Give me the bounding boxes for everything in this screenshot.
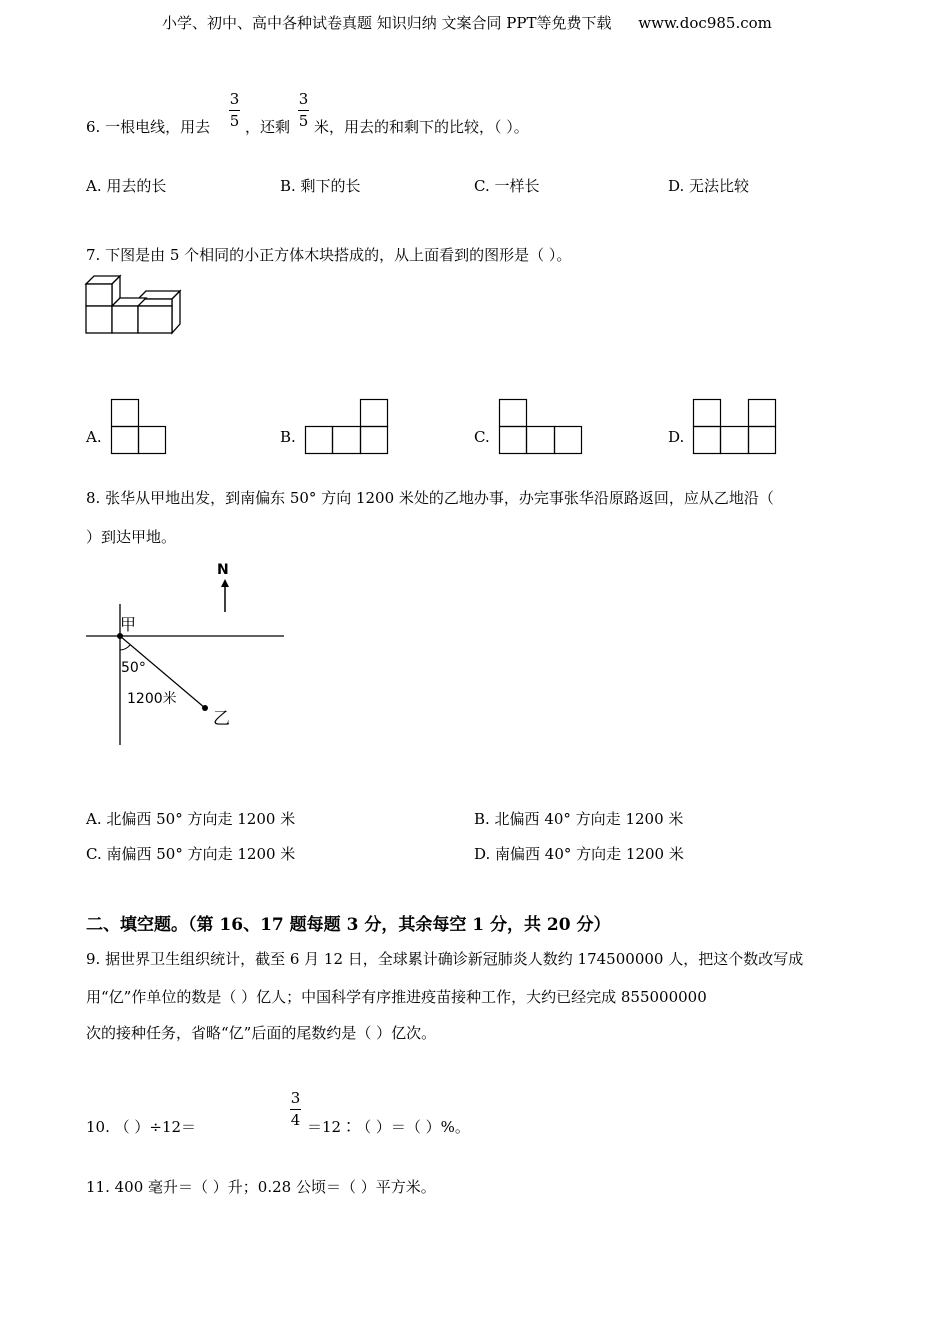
q6-option-a[interactable]: A. 用去的长 (86, 177, 167, 195)
q7-option-b-figure[interactable] (305, 399, 389, 455)
q9-line2: 用“亿”作单位的数是（ ）亿人；中国科学有序推进疫苗接种工作，大约已经完成 855000000 (86, 988, 707, 1006)
dest-label: 乙 (213, 709, 230, 729)
q8-option-c[interactable]: C. 南偏西 50° 方向走 1200 米 (86, 845, 296, 863)
q6-frac2-den: 5 (298, 112, 309, 130)
q7-option-a-label[interactable]: A. (86, 428, 102, 446)
q6-prefix: 6. 一根电线，用去 (86, 118, 211, 136)
header-site: www.doc985.com (638, 14, 772, 32)
distance-label: 1200米 (127, 691, 177, 707)
fraction-bar (290, 1109, 301, 1110)
q6-option-c[interactable]: C. 一样长 (474, 177, 540, 195)
q10-frac-den: 4 (290, 1111, 301, 1129)
q6-suffix: 米，用去的和剩下的比较，（ ）。 (314, 118, 529, 136)
q6-frac1-num: 3 (229, 90, 240, 108)
q10-fraction (290, 1091, 301, 1128)
q8-option-b[interactable]: B. 北偏西 40° 方向走 1200 米 (474, 810, 684, 828)
q6-frac1-den: 5 (229, 112, 240, 130)
q8-direction-diagram (86, 560, 296, 750)
fraction-bar (229, 110, 240, 111)
q6-frac2-num: 3 (298, 90, 309, 108)
q6-fraction-1 (229, 92, 240, 129)
q7-cube-figure (86, 276, 186, 336)
q7-option-d-label[interactable]: D. (668, 428, 685, 446)
q10-suffix: ＝12∶（ ）＝（ ）%。 (307, 1118, 470, 1136)
q9-line3: 次的接种任务，省略“亿”后面的尾数约是（ ）亿次。 (86, 1024, 437, 1042)
q7-text: 7. 下图是由 5 个相同的小正方体木块搭成的，从上面看到的图形是（ ）。 (86, 246, 572, 264)
q10-frac-num: 3 (290, 1089, 301, 1107)
q6-fraction-2 (298, 92, 309, 129)
angle-arc (120, 645, 130, 650)
q10-prefix: 10. （ ）÷12＝ (86, 1118, 197, 1136)
angle-label: 50° (121, 660, 146, 676)
q6-mid: ，还剩 (245, 118, 291, 136)
q8-option-a[interactable]: A. 北偏西 50° 方向走 1200 米 (86, 810, 296, 828)
q8-option-d[interactable]: D. 南偏西 40° 方向走 1200 米 (474, 845, 684, 863)
q6-option-b[interactable]: B. 剩下的长 (280, 177, 361, 195)
q8-line1: 8. 张华从甲地出发，到南偏东 50° 方向 1200 米处的乙地办事，办完事张华沿原路返回，应从乙地沿（ (86, 489, 774, 507)
q9-line1: 9. 据世界卫生组织统计，截至 6 月 12 日，全球累计确诊新冠肺炎人数约 174500000 人，把这个数改写成 (86, 950, 804, 968)
north-label: N (217, 562, 229, 578)
origin-label: 甲 (120, 615, 137, 634)
q11-text: 11. 400 毫升＝（ ）升；0.28 公顷＝（ ）平方米。 (86, 1178, 436, 1196)
q7-option-a-figure[interactable] (111, 399, 167, 455)
section-title: 二、填空题。（第 16、17 题每题 3 分，其余每空 1 分，共 20 分） (86, 915, 611, 935)
q7-option-b-label[interactable]: B. (280, 428, 296, 446)
q7-option-d-figure[interactable] (693, 399, 777, 455)
q7-option-c-label[interactable]: C. (474, 428, 490, 446)
dest-point (202, 705, 208, 711)
q6-option-d[interactable]: D. 无法比较 (668, 177, 750, 195)
fraction-bar (298, 110, 309, 111)
page-header (162, 12, 772, 33)
q8-line2: ）到达甲地。 (86, 528, 177, 546)
q7-option-c-figure[interactable] (499, 399, 583, 455)
north-arrow-head (221, 579, 229, 587)
header-text: 小学、初中、高中各种试卷真题 知识归纳 文案合同 PPT等免费下载 (162, 14, 612, 32)
